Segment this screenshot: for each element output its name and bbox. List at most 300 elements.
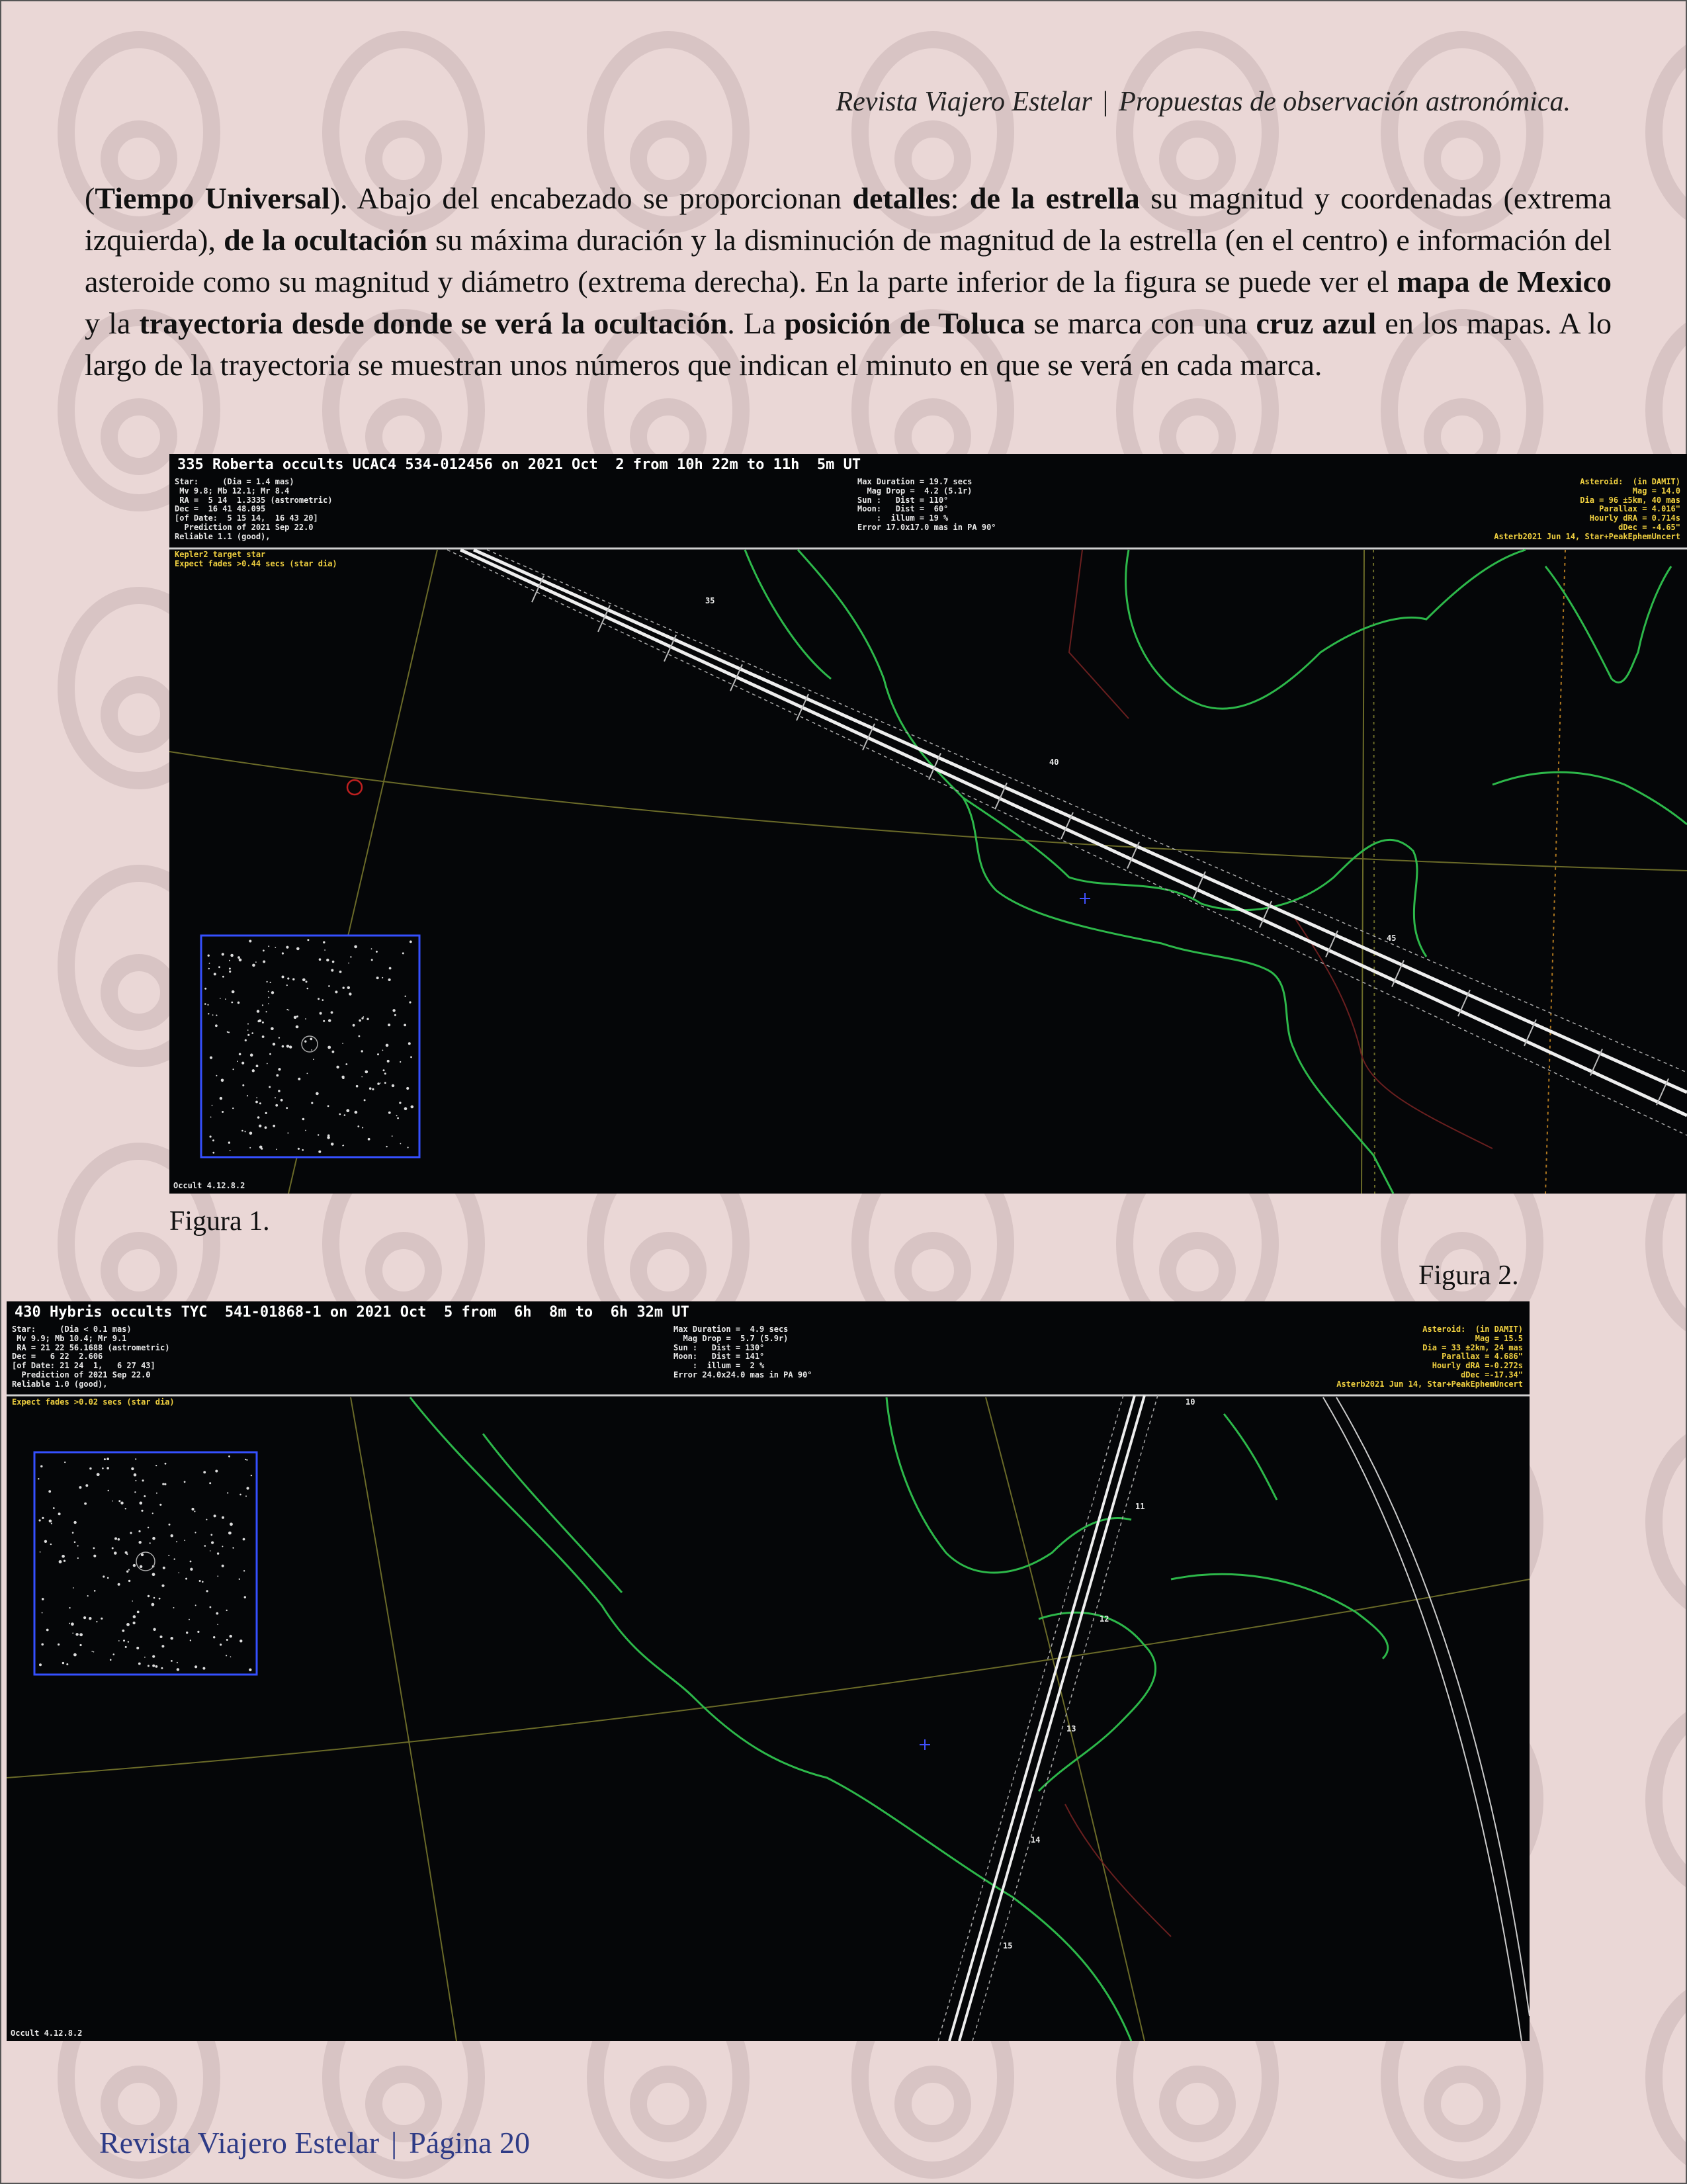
star-dot <box>126 1553 128 1555</box>
star-dot <box>355 1111 358 1114</box>
star-dot <box>152 1537 155 1540</box>
star-dot <box>128 1569 130 1571</box>
star-dot <box>322 999 324 1001</box>
star-dot <box>144 1657 146 1658</box>
star-dot <box>367 1018 368 1020</box>
star-dot <box>238 1002 240 1004</box>
star-dot <box>256 1097 257 1098</box>
coastline-florida <box>1224 1414 1277 1500</box>
star-dot <box>249 1669 251 1671</box>
star-dot <box>212 1014 214 1016</box>
minute-label: 15 <box>1003 1941 1013 1950</box>
star-dot <box>64 1462 65 1463</box>
star-dot <box>327 1046 331 1049</box>
star-dot <box>208 968 210 969</box>
red-circle-marker <box>347 780 362 795</box>
star-dot <box>125 1508 126 1509</box>
star-dot <box>174 1558 175 1559</box>
star-dot <box>239 1639 242 1642</box>
star-dot <box>298 1078 300 1080</box>
star-dot <box>104 1458 106 1460</box>
star-dot <box>307 1073 308 1074</box>
star-dot <box>396 1115 398 1116</box>
figure-2-notes: Expect fades >0.02 secs (star dia) <box>12 1397 175 1407</box>
star-dot <box>184 1540 185 1541</box>
star-dot <box>249 1147 251 1149</box>
star-dot <box>267 1063 268 1065</box>
text-run: ). Abajo del encabezado se proporcionan <box>329 181 853 215</box>
star-dot <box>144 1495 146 1497</box>
star-dot <box>75 1633 78 1636</box>
star-dot <box>265 1126 267 1129</box>
star-dot <box>247 1095 248 1096</box>
star-dot <box>249 940 251 943</box>
star-dot <box>79 1644 81 1646</box>
figure-2-version: Occult 4.12.8.2 <box>11 2029 83 2038</box>
star-dot <box>69 1607 70 1608</box>
coastline-cuba <box>1171 1574 1388 1659</box>
meridian-dotted-2 <box>1545 550 1565 1194</box>
star-dot <box>400 1143 402 1145</box>
star-dot <box>294 1016 297 1020</box>
star-dot <box>155 1465 157 1466</box>
star-dot <box>89 1617 91 1620</box>
star-dot <box>347 986 350 989</box>
border-line <box>1065 1804 1171 1937</box>
star-dot <box>151 1603 155 1606</box>
star-dot <box>62 1555 65 1558</box>
star-dot <box>107 1458 109 1460</box>
figure-1-occultation-info: Max Duration = 19.7 secs Mag Drop = 4.2 (5.1r) Sun : Dist = 110° Moon: Dist = 60° : illum = 19 % Error 17.0x17.0 mas in PA 90° <box>857 477 996 532</box>
star-dot <box>410 941 412 943</box>
path-edge-south <box>460 550 1687 1115</box>
star-dot <box>230 1635 232 1638</box>
running-footer <box>99 2125 530 2160</box>
star-dot <box>173 1607 175 1608</box>
star-dot <box>137 1611 140 1614</box>
star-dot <box>243 1570 245 1571</box>
star-dot <box>232 990 235 994</box>
star-dot <box>177 1668 179 1671</box>
star-dot <box>159 1504 161 1506</box>
star-dot <box>152 1573 155 1576</box>
star-dot <box>217 1624 218 1626</box>
figure-2-title: 430 Hybris occults TYC 541-01868-1 on 2021 Oct 5 from 6h 8m to 6h 32m UT <box>15 1304 689 1321</box>
star-dot <box>171 1534 173 1537</box>
star-dot <box>209 1482 211 1484</box>
star-dot <box>133 1564 136 1567</box>
figure-1-notes: Kepler2 target star Expect fades >0.44 secs (star dia) <box>175 550 337 568</box>
star-dot <box>267 981 268 983</box>
star-dot <box>371 948 372 949</box>
star-dot <box>251 1032 253 1034</box>
star-dot <box>386 1146 387 1147</box>
star-dot <box>62 1662 64 1664</box>
star-dot <box>346 1109 349 1112</box>
star-dot <box>165 1463 167 1465</box>
minute-label: 35 <box>705 596 715 605</box>
star-dot <box>377 1082 380 1085</box>
star-dot <box>339 1114 341 1115</box>
star-dot <box>216 1075 217 1076</box>
star-dot <box>171 1660 173 1662</box>
star-dot <box>282 976 284 979</box>
star-dot <box>118 1640 120 1641</box>
star-dot <box>79 1633 83 1636</box>
star-dot <box>296 1026 299 1029</box>
text-run: en los mapas. A lo largo de la trayectoria se muestran unos números que indican el minuto en que se verá en cada marca. <box>85 306 1612 382</box>
latitude-line <box>169 752 1687 871</box>
coastline-baja <box>483 1434 622 1593</box>
star-dot <box>140 1502 143 1505</box>
star-dot <box>389 967 392 970</box>
star-dot <box>249 1132 253 1135</box>
star-dot <box>311 1102 313 1104</box>
star-dot <box>331 969 333 972</box>
star-dot <box>328 985 330 987</box>
star-dot <box>216 1612 218 1615</box>
star-dot <box>184 1481 186 1483</box>
star-dot <box>310 1038 312 1041</box>
star-dot <box>122 1630 124 1632</box>
figure-1-occultation-map <box>169 454 1687 1194</box>
star-dot <box>246 1460 247 1461</box>
star-field-inset-box <box>34 1452 257 1675</box>
star-dot <box>221 1079 224 1082</box>
star-dot <box>259 1102 261 1104</box>
star-dot <box>265 1112 267 1114</box>
star-dot <box>215 1470 218 1473</box>
star-dot <box>311 1049 312 1051</box>
star-dot <box>243 1538 245 1541</box>
star-dot <box>207 1004 208 1006</box>
star-dot <box>361 1050 363 1052</box>
star-dot <box>305 1130 306 1131</box>
star-dot <box>128 1641 129 1642</box>
star-dot <box>245 1039 247 1041</box>
star-dot <box>230 954 234 957</box>
star-dot <box>118 1500 120 1502</box>
star-dot <box>408 1147 409 1148</box>
star-dot <box>49 1520 52 1523</box>
star-dot <box>85 1484 88 1487</box>
star-dot <box>363 1016 364 1018</box>
star-dot <box>276 1149 277 1150</box>
star-dot <box>316 1092 319 1096</box>
star-dot <box>239 1053 241 1056</box>
star-dot <box>204 988 206 990</box>
star-dot <box>388 1112 391 1114</box>
star-dot <box>114 1538 117 1540</box>
star-dot <box>103 1575 105 1577</box>
star-dot <box>255 1101 258 1104</box>
star-dot <box>72 1633 73 1634</box>
star-dot <box>239 1494 241 1496</box>
star-dot <box>273 1043 275 1045</box>
path-uncert-north <box>487 550 1687 1072</box>
star-dot <box>323 1020 325 1022</box>
star-dot <box>288 1010 290 1011</box>
star-dot <box>244 1596 246 1598</box>
star-dot <box>73 1521 76 1524</box>
limb-line-1 <box>1323 1397 1522 2041</box>
footer-separator: | <box>391 2126 398 2160</box>
star-dot <box>404 1024 406 1027</box>
star-dot <box>66 1663 68 1665</box>
path-edge-east <box>959 1395 1145 2041</box>
star-dot <box>222 1111 224 1113</box>
star-dot <box>365 1070 368 1074</box>
star-dot <box>87 1595 89 1596</box>
star-dot <box>71 1622 74 1626</box>
coastline-gulf <box>1126 550 1526 709</box>
text-run: : <box>950 181 970 215</box>
star-dot <box>302 979 306 982</box>
star-dot <box>51 1523 52 1524</box>
star-dot <box>58 1512 61 1515</box>
star-dot <box>204 1545 206 1547</box>
star-dot <box>268 997 269 998</box>
star-dot <box>136 1647 139 1649</box>
star-dot <box>210 1057 212 1059</box>
text-run: . La <box>727 306 785 340</box>
star-dot <box>409 1001 411 1003</box>
star-dot <box>361 1076 363 1078</box>
star-dot <box>107 1467 109 1469</box>
minute-label: 45 <box>1387 934 1397 943</box>
star-dot <box>359 1020 361 1022</box>
star-dot <box>133 1622 136 1624</box>
star-dot <box>177 1662 178 1663</box>
star-dot <box>318 1151 321 1153</box>
star-dot <box>220 1097 222 1100</box>
star-dot <box>326 959 329 961</box>
toluca-blue-cross <box>1080 893 1090 904</box>
star-dot <box>230 1656 232 1657</box>
star-dot <box>38 1478 39 1479</box>
star-dot <box>139 1541 142 1544</box>
bold-phrase: Tiempo Universal <box>95 181 330 215</box>
star-dot <box>222 976 224 978</box>
star-dot <box>327 1105 329 1107</box>
star-dot <box>210 1117 212 1118</box>
path-uncert-west <box>938 1395 1123 2041</box>
star-dot <box>405 996 406 997</box>
star-dot <box>392 1084 394 1087</box>
star-dot <box>377 1053 379 1055</box>
header-separator: | <box>1102 87 1109 117</box>
star-dot <box>256 1065 259 1067</box>
figure-1-star-info: Star: (Dia = 1.4 mas) Mv 9.8; Mb 12.1; Mr 8.4 RA = 5 14 1.3335 (astrometric) Dec = 16 41 48.095 [of Date: 5 15 14, 16 43 20] Prediction of 2021 Sep 22.0 Reliable 1.1 (good), <box>175 477 333 541</box>
star-dot <box>371 959 373 961</box>
star-dot <box>40 1465 42 1467</box>
star-dot <box>231 1002 233 1004</box>
star-dot <box>210 1135 212 1137</box>
star-dot <box>156 1493 157 1494</box>
star-dot <box>306 981 308 983</box>
star-dot <box>261 1148 263 1150</box>
star-dot <box>163 1567 165 1569</box>
toluca-blue-cross <box>920 1739 930 1750</box>
star-dot <box>226 1610 228 1611</box>
text-run: su magnitud y coordenadas (extrema izquierda), <box>85 181 1612 257</box>
star-dot <box>331 1143 334 1146</box>
figure-1-title: 335 Roberta occults UCAC4 534-012456 on 2021 Oct 2 from 10h 22m to 11h 5m UT <box>177 457 861 473</box>
star-dot <box>247 1024 249 1025</box>
star-dot <box>228 1532 232 1535</box>
star-dot <box>133 1615 136 1618</box>
text-run: su máxima duración y la disminución de magnitud de la estrella (en el centro) e información del asteroide como su magnitud y diámetro (extrema derecha). En la parte inferior de la figura se puede ver el <box>85 223 1612 298</box>
star-dot <box>362 1127 363 1128</box>
star-dot <box>286 1045 290 1048</box>
minute-label: 11 <box>1135 1502 1145 1511</box>
star-dot <box>214 1514 216 1517</box>
star-dot <box>307 988 309 990</box>
star-dot <box>286 1009 288 1010</box>
star-dot <box>286 984 288 986</box>
minute-label: 40 <box>1049 758 1059 767</box>
star-dot <box>380 1082 381 1084</box>
star-dot <box>176 1541 177 1542</box>
bold-phrase: mapa de Mexico <box>1397 265 1612 298</box>
star-dot <box>296 947 300 951</box>
star-dot <box>287 977 289 979</box>
star-dot <box>140 1565 142 1568</box>
star-dot <box>404 1107 408 1110</box>
star-dot <box>281 1099 283 1102</box>
star-dot <box>199 1580 201 1582</box>
star-dot <box>152 1665 155 1667</box>
star-dot <box>64 1560 65 1562</box>
star-dot <box>273 1125 275 1127</box>
running-header <box>836 86 1571 118</box>
star-dot <box>344 1114 346 1116</box>
minute-label: 14 <box>1031 1835 1041 1845</box>
star-dot <box>286 1107 288 1109</box>
star-dot <box>239 959 242 962</box>
header-section: Propuestas de observación astronómica. <box>1119 87 1571 117</box>
star-dot <box>332 961 335 963</box>
star-dot <box>262 1004 263 1006</box>
star-dot <box>97 1473 100 1476</box>
star-dot <box>101 1618 103 1620</box>
figure-2-occultation-map <box>7 1301 1530 2041</box>
star-dot <box>195 1665 197 1668</box>
star-dot <box>298 1148 300 1150</box>
star-dot <box>411 1106 414 1109</box>
star-dot <box>282 952 284 954</box>
star-dot <box>171 1637 173 1639</box>
star-dot <box>339 971 342 973</box>
star-dot <box>186 1632 188 1634</box>
star-dot <box>268 945 269 947</box>
star-dot <box>222 953 224 955</box>
star-dot <box>161 1585 164 1587</box>
star-dot <box>204 1003 206 1005</box>
figure-2-caption: Figura 2. <box>1418 1260 1519 1291</box>
star-dot <box>302 1149 304 1151</box>
star-dot <box>230 1150 231 1151</box>
star-dot <box>102 1467 104 1469</box>
star-dot <box>335 990 337 993</box>
meridian-line-1 <box>351 1397 456 2041</box>
bold-phrase: detalles <box>852 181 951 215</box>
star-dot <box>296 1016 298 1018</box>
star-dot <box>93 1548 95 1550</box>
star-dot <box>245 1495 247 1497</box>
star-dot <box>275 947 276 948</box>
star-dot <box>209 963 210 964</box>
star-dot <box>132 1600 133 1602</box>
star-dot <box>319 958 322 961</box>
star-dot <box>153 1628 155 1631</box>
star-dot <box>287 1133 288 1134</box>
star-dot <box>251 1475 252 1476</box>
star-dot <box>118 1583 120 1586</box>
star-dot <box>368 1138 370 1141</box>
star-dot <box>357 1125 359 1127</box>
star-dot <box>388 979 391 981</box>
star-dot <box>153 1597 155 1599</box>
coastline-pacific <box>410 1397 1131 2041</box>
star-dot <box>318 1134 319 1135</box>
star-dot <box>169 1524 171 1526</box>
figure-2-occultation-info: Max Duration = 4.9 secs Mag Drop = 5.7 (5.9r) Sun : Dist = 130° Moon: Dist = 141° : illum = 2 % Error 24.0x24.0 mas in PA 90° <box>673 1325 812 1379</box>
star-dot <box>313 1059 314 1060</box>
star-dot <box>218 966 220 968</box>
star-dot <box>229 971 231 973</box>
star-dot <box>241 1062 244 1065</box>
star-dot <box>94 1590 96 1592</box>
star-dot <box>91 1651 93 1652</box>
star-dot <box>268 1003 269 1004</box>
star-dot <box>259 1020 261 1022</box>
star-dot <box>155 1665 158 1668</box>
star-dot <box>84 1503 87 1505</box>
star-dot <box>384 1072 386 1074</box>
star-dot <box>327 1135 330 1137</box>
star-dot <box>324 949 325 951</box>
star-dot <box>161 1667 163 1669</box>
figure-1-caption: Figura 1. <box>169 1206 270 1237</box>
star-dot <box>217 1575 218 1577</box>
coastline-pacific <box>798 550 1393 1194</box>
star-dot <box>59 1560 62 1563</box>
star-dot <box>123 1639 125 1641</box>
star-dot <box>372 1088 374 1090</box>
star-dot <box>245 1459 246 1460</box>
star-dot <box>241 1130 243 1132</box>
star-dot <box>77 1557 79 1559</box>
path-uncert-east <box>973 1395 1158 2041</box>
star-dot <box>247 1029 249 1031</box>
star-dot <box>227 1492 228 1493</box>
star-dot <box>392 1135 393 1137</box>
meridian-dotted-1 <box>1373 550 1375 1194</box>
star-dot <box>114 1551 117 1555</box>
star-dot <box>257 1116 260 1119</box>
star-dot <box>220 1643 222 1645</box>
header-magazine: Revista Viajero Estelar <box>836 87 1092 117</box>
star-dot <box>126 1623 130 1626</box>
star-dot <box>348 963 349 964</box>
star-dot <box>343 986 345 988</box>
bold-phrase: trayectoria desde donde se verá la ocultación <box>139 306 728 340</box>
star-dot <box>386 1044 389 1047</box>
minute-label: 10 <box>1186 1397 1195 1407</box>
coastline-yucatan <box>963 798 1426 957</box>
star-dot <box>345 1063 347 1065</box>
